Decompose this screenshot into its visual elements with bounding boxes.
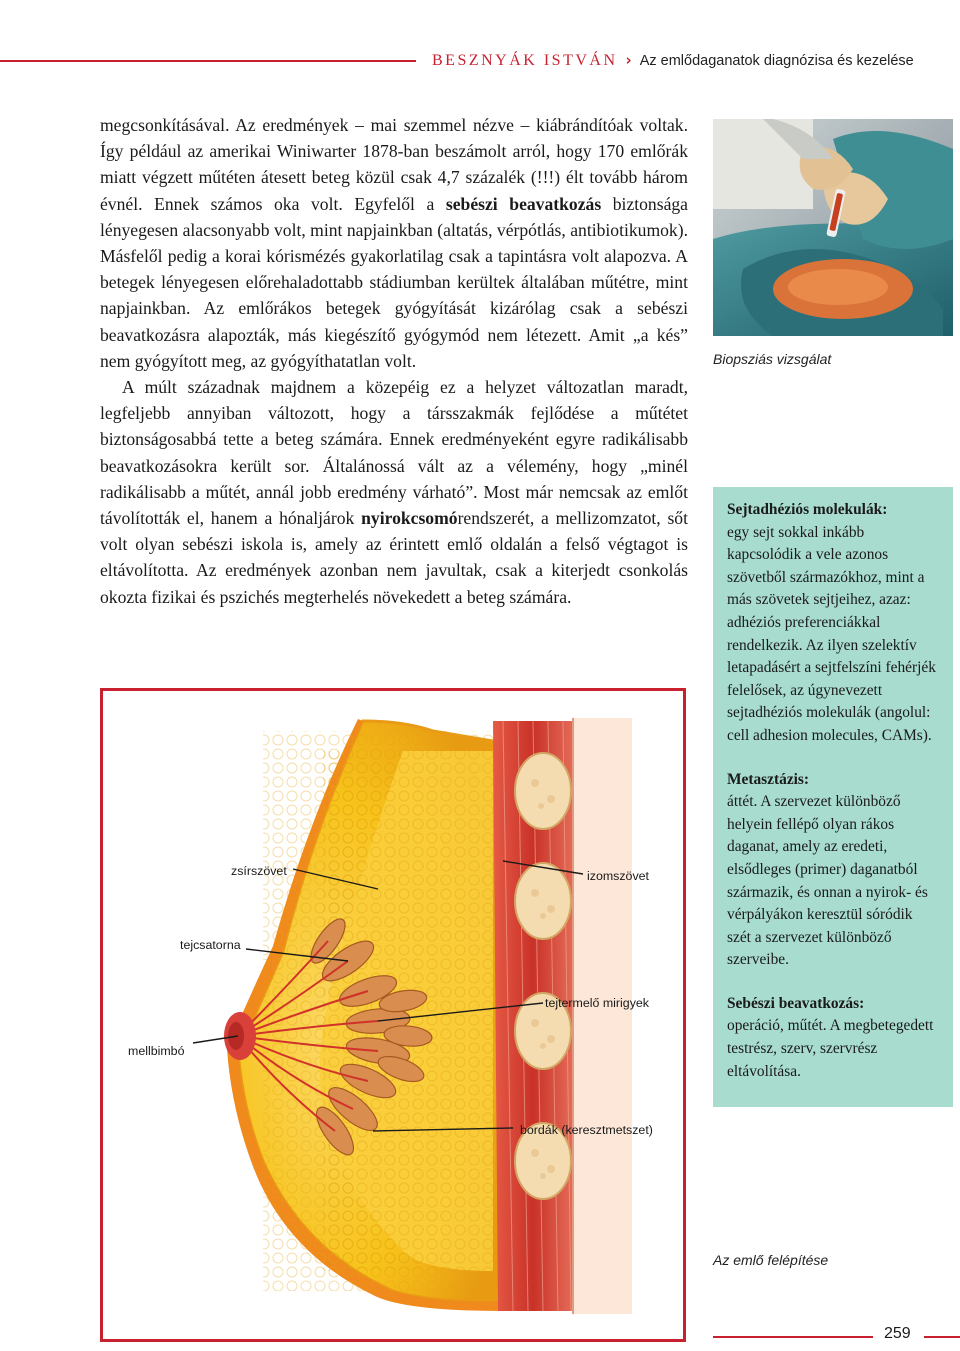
biopsy-photo-image — [713, 119, 953, 336]
paragraph-2: A múlt századnak majdnem a közepéig ez a helyzet változatlan maradt, legfeljebb annyiban változott, hogy a társszakmák fejlődése a műtétet biztonságosabbá tette a beteg számára. Ennek eredményeként egyre radikálisabb beavatkozásokra került sor. Általánossá vált az a vélemény, hogy „minél radikálisabb a műtét, annál jobb eredmény várható”. Most már nemcsak az emlőt távolították el, hanem a hónaljárok nyirokcsomórendszerét, a mellizomzatot, sőt volt olyan sebészi iskola is, amely az érintett emlő oldalán a felső végtagot is eltávolította. Az eredmények azonban nem javultak, csak a kiterjedt csonkolás okozta fizikai és pszichés megterhelés növekedett a beteg számára. — [100, 377, 688, 607]
footer-rule-left — [713, 1336, 873, 1338]
header-author: BESZNYÁK ISTVÁN — [432, 52, 618, 69]
paragraph-1: megcsonkításával. Az eredmények – mai szemmel nézve – kiábrándítóak voltak. Így például az amerikai Winiwarter 1878-ban beszámolt arról, hogy 170 emlőrák miatt végzett műtéten átesett beteg közül csak 4,7 százalék (!!!) élt tovább három évnél. Ennek számos oka volt. Egyfelől a sebészi beavatkozás biztonsága lényegesen alacsonyabb volt, mint napjainkban (altatás, vérpótlás, antibiotikumok). Másfelől pedig a korai kórismézés gyakorlatilag csak a tapintásra volt alapozva. A betegek lényegesen előrehaladottabb stádiumban kerültek általában műtétre, mint napjainkban. Az emlőrákos betegek gyógyítását kizárólag csak a sebészi beavatkozásra alapozták, más kiegészítő gyógymód nem létezett. Amit „a kés” nem gyógyított meg, az gyógyíthatatlan volt. — [100, 115, 688, 371]
label-muscle: izomszövet — [587, 869, 649, 883]
body-text — [100, 112, 688, 610]
page-number: 259 — [884, 1325, 911, 1342]
glossary-term: Metasztázis: — [727, 770, 810, 788]
label-fat: zsírszövet — [231, 864, 287, 878]
glossary-definition: egy sejt sokkal inkább kapcsolódik a vele azonos szövetből származókhoz, mint a más szövetek sejtjeihez, azaz: adhéziós preferenciákkal rendelkezik. Az ilyen szelektív letapadásért a sejtfelszíni fehérjék felelősek, az úgynevezett sejtadhéziós molekulák (angolul: cell adhesion molecules, CAMs). — [727, 523, 936, 744]
header-text — [432, 48, 914, 73]
glossary-term: Sebészi beavatkozás: — [727, 994, 865, 1012]
label-ribs: bordák (keresztmetszet) — [520, 1123, 653, 1137]
breast-anatomy-diagram — [103, 691, 683, 1339]
running-header — [0, 48, 960, 78]
photo-caption: Biopsziás vizsgálat — [713, 351, 832, 367]
biopsy-photo — [713, 119, 953, 336]
header-rule — [0, 60, 416, 62]
glossary-definition: áttét. A szervezet különböző helyein fellépő olyan rákos daganat, amely az eredeti, elsődleges (primer) daganatból származik, és onnan a nyirok- és vérpályákon keresztül sóródik szét a szervezet különböző szerveibe. — [727, 793, 928, 969]
label-duct: tejcsatorna — [180, 938, 241, 952]
term-lymph-node: nyirokcsomó — [361, 508, 458, 529]
header-chevron-icon: › — [625, 51, 632, 69]
glossary-sidebar — [713, 487, 953, 1107]
term-surgery: sebészi beavatkozás — [445, 193, 602, 214]
header-title: Az emlődaganatok diagnózisa és kezelése — [639, 53, 914, 69]
label-nipple: mellbimbó — [128, 1044, 185, 1058]
label-glands: tejtermelő mirigyek — [545, 996, 649, 1010]
glossary-definition: operáció, műtét. A megbetegedett testrész, szerv, szervrész eltávolítása. — [727, 1017, 934, 1080]
figure-caption: Az emlő felépítése — [713, 1252, 829, 1268]
glossary-term: Sejtadhéziós molekulák: — [727, 501, 888, 518]
footer-rule-right — [924, 1336, 960, 1338]
